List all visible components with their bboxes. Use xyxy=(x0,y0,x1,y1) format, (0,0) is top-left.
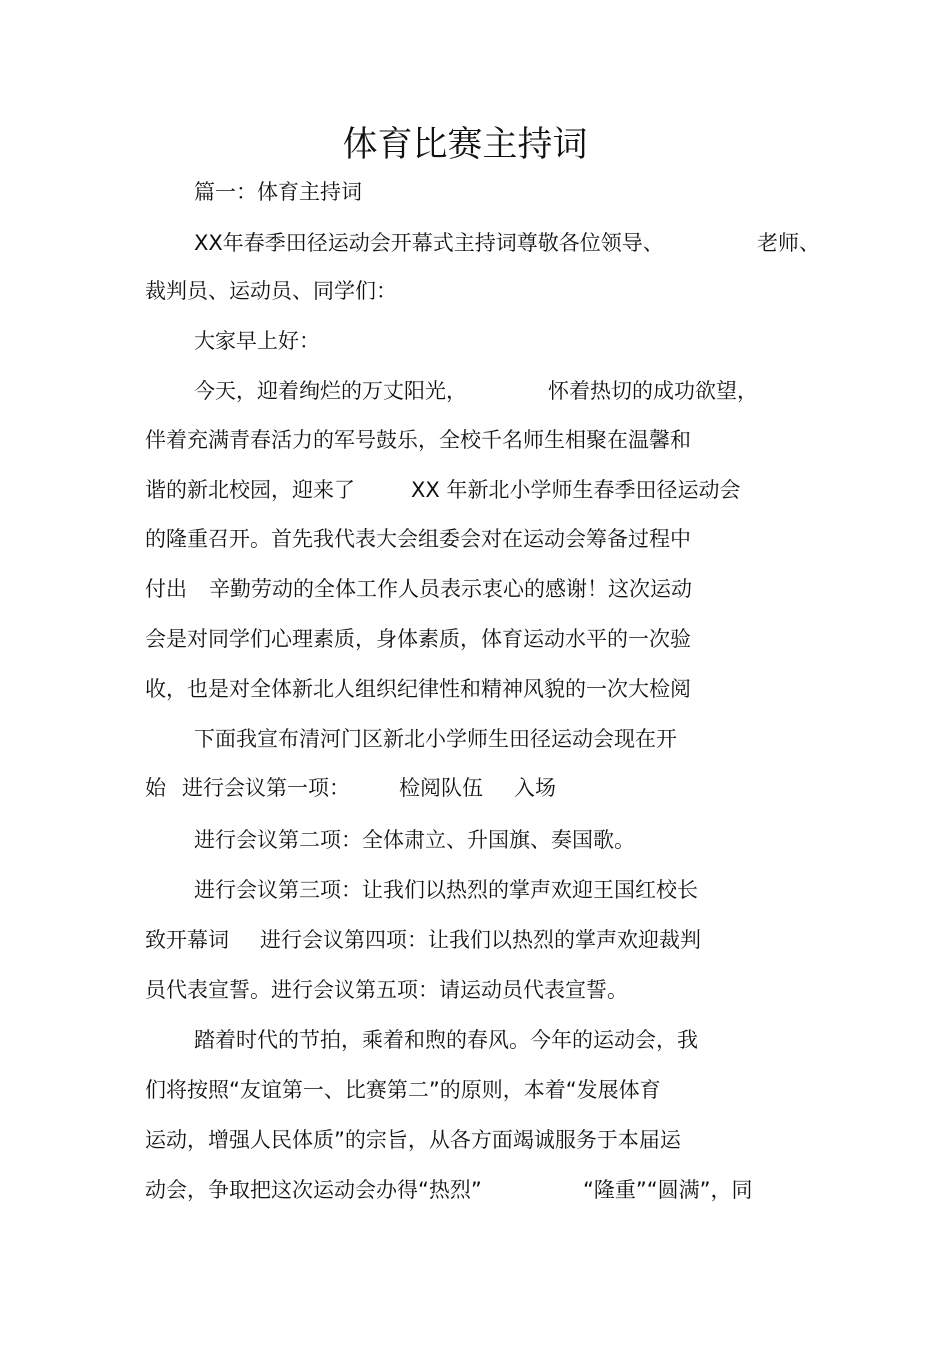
document-title: 体育比赛主持词 xyxy=(342,125,588,165)
paragraph-line: 付出 xyxy=(145,577,187,601)
paragraph-line: 动会，争取把这次运动会办得“热烈” xyxy=(145,1178,482,1202)
paragraph-line: 踏着时代的节拍，乘着和煦的春风。今年的运动会，我 xyxy=(194,1028,698,1052)
paragraph-line: 辛勤劳动的全体工作人员表示衷心的感谢！这次运动 xyxy=(209,577,692,601)
paragraph-line: 老师、 xyxy=(757,231,820,255)
paragraph-line: 下面我宣布清河门区新北小学师生田径运动会现在开 xyxy=(194,727,677,751)
paragraph-line: 检阅队伍 xyxy=(399,776,483,800)
paragraph-line: 进行会议第二项：全体肃立、升国旗、奏国歌。 xyxy=(194,828,635,852)
paragraph-line: 大家早上好： xyxy=(194,329,320,353)
paragraph-line: 收，也是对全体新北人组织纪律性和精神风貌的一次大检阅 xyxy=(145,677,691,701)
paragraph-line: 始 xyxy=(145,776,166,800)
section-heading: 篇一：体育主持词 xyxy=(194,180,362,204)
paragraph-line: 今天，迎着绚烂的万丈阳光， xyxy=(194,379,467,403)
paragraph-line: 裁判员、运动员、同学们： xyxy=(145,279,397,303)
paragraph-line: 谐的新北校园，迎来了 xyxy=(145,478,355,502)
paragraph-line: 进行会议第一项： xyxy=(182,776,350,800)
paragraph-line: 伴着充满青春活力的军号鼓乐，全校千名师生相聚在温馨和 xyxy=(145,428,691,452)
paragraph-line: 运动，增强人民体质”的宗旨，从各方面竭诚服务于本届运 xyxy=(145,1128,681,1152)
paragraph-line: 的隆重召开。首先我代表大会组委会对在运动会筹备过程中 xyxy=(145,527,691,551)
paragraph-line: 进行会议第三项：让我们以热烈的掌声欢迎王国红校长 xyxy=(194,878,698,902)
paragraph-line: 进行会议第四项：让我们以热烈的掌声欢迎裁判 xyxy=(260,928,701,952)
paragraph-line: 怀着热切的成功欲望， xyxy=(548,379,758,403)
paragraph-line: 入场 xyxy=(514,776,556,800)
paragraph-line: XX 年新北小学师生春季田径运动会 xyxy=(411,478,741,502)
paragraph-line: 会是对同学们心理素质，身体素质，体育运动水平的一次验 xyxy=(145,627,691,651)
paragraph-line: XX年春季田径运动会开幕式主持词尊敬各位领导、 xyxy=(194,231,664,255)
paragraph-line: 致开幕词 xyxy=(145,928,229,952)
paragraph-line: 员代表宣誓。进行会议第五项：请运动员代表宣誓。 xyxy=(145,978,628,1002)
paragraph-line: “隆重”“圆满”，同 xyxy=(583,1178,753,1202)
paragraph-line: 们将按照“友谊第一、比赛第二”的原则，本着“发展体育 xyxy=(145,1078,661,1102)
